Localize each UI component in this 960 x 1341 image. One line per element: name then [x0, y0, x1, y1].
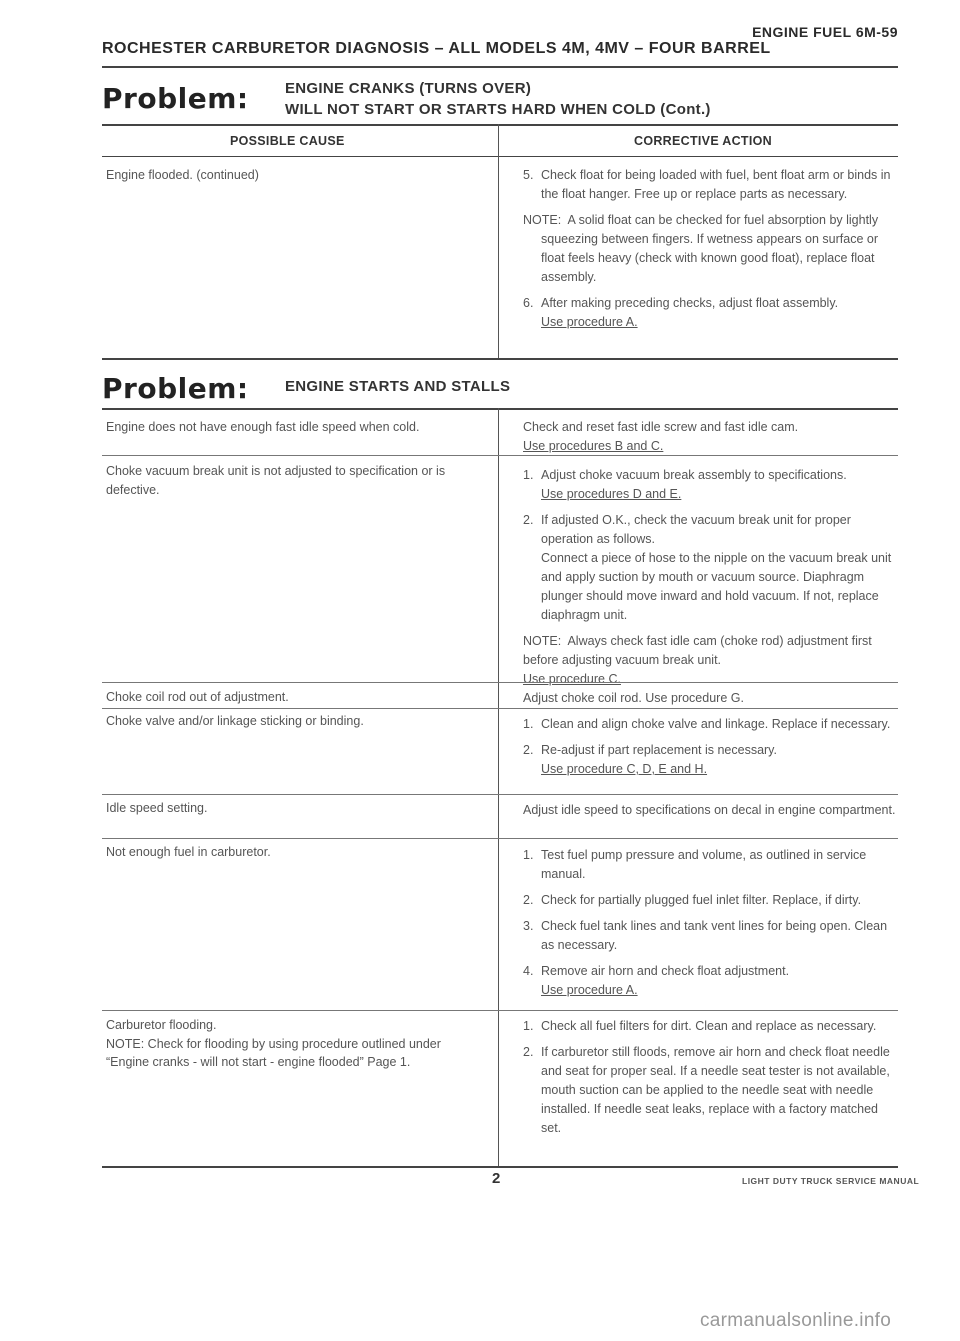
- cause-carburetor-flooding: [106, 1016, 486, 1072]
- action-not-enough-fuel: [523, 846, 901, 1007]
- cause-fast-idle: Engine does not have enough fast idle speed when cold.: [106, 420, 420, 434]
- action-idle-speed: Adjust idle speed to specifications on decal in engine compartment.: [523, 803, 896, 817]
- header-rule: [102, 66, 898, 68]
- cause-choke-coil: Choke coil rod out of adjustment.: [106, 690, 289, 704]
- action-fast-idle: Check and reset fast idle screw and fast idle cam. Use procedures B and C.: [523, 420, 799, 453]
- row-divider: [102, 1010, 898, 1011]
- action-vacuum-break: [523, 466, 901, 689]
- action-item: 3. Check fuel tank lines and tank vent lines for being open. Clean as necessary.: [523, 919, 888, 952]
- action-item: 2. If adjusted O.K., check the vacuum break unit for proper operation as follows.: [523, 513, 851, 546]
- cause-not-enough-fuel: Not enough fuel in carburetor.: [106, 845, 271, 859]
- cause-vacuum-break: Choke vacuum break unit is not adjusted to specification or is defective.: [106, 464, 446, 497]
- action-block-1: [523, 166, 901, 339]
- manual-name: LIGHT DUTY TRUCK SERVICE MANUAL: [742, 1176, 920, 1186]
- page-title: ROCHESTER CARBURETOR DIAGNOSIS – ALL MODELS 4M, 4MV – FOUR BARREL: [102, 40, 771, 57]
- action-item: 1. Adjust choke vacuum break assembly to specifications. Use procedures D and E.: [523, 468, 847, 501]
- row-divider: [102, 455, 898, 456]
- action-item: 1. Check all fuel filters for dirt. Clean and replace as necessary.: [523, 1019, 877, 1033]
- cause-flooding-note: NOTE: Check for flooding by using procedure outlined under “Engine cranks - will not start - engine flooded” Page 1.: [106, 1036, 441, 1069]
- cause-engine-flooded: Engine flooded. (continued): [106, 168, 259, 182]
- cause-choke-valve: Choke valve and/or linkage sticking or binding.: [106, 714, 364, 728]
- row-divider: [102, 708, 898, 709]
- action-item: 6. After making preceding checks, adjust float assembly. Use procedure A.: [523, 296, 839, 329]
- column-header-action: CORRECTIVE ACTION: [634, 134, 772, 148]
- column-divider-2: [498, 408, 499, 1166]
- action-choke-coil: Adjust choke coil rod. Use procedure G.: [523, 691, 744, 705]
- problem-title-1-line1: ENGINE CRANKS (TURNS OVER): [285, 80, 532, 97]
- problem-label-2: Problem:: [102, 372, 249, 405]
- action-item: 1. Test fuel pump pressure and volume, as outlined in service manual.: [523, 848, 867, 881]
- problem-2-rule: [102, 408, 898, 410]
- section-header: ENGINE FUEL 6M-59: [752, 24, 898, 40]
- problem-1-rule: [102, 124, 898, 126]
- cause-idle-speed: Idle speed setting.: [106, 801, 208, 815]
- column-header-cause: POSSIBLE CAUSE: [230, 134, 345, 148]
- row-divider: [102, 794, 898, 795]
- row-divider: [102, 838, 898, 839]
- table-bottom-rule: [102, 1166, 898, 1168]
- problem-title-2: ENGINE STARTS AND STALLS: [285, 378, 511, 395]
- problem-label-1: Problem:: [102, 82, 249, 115]
- action-carburetor-flooding: [523, 1017, 901, 1145]
- column-header-rule: [102, 156, 898, 157]
- problem-1-bottom-rule: [102, 358, 898, 360]
- action-item: 5. Check float for being loaded with fuel, bent float arm or binds in the float hanger. Free up or replace parts as necessary.: [523, 168, 891, 201]
- row-divider: [102, 682, 898, 683]
- watermark: carmanualsonline.info: [700, 1310, 892, 1331]
- action-item: 4. Remove air horn and check float adjustment. Use procedure A.: [523, 964, 790, 997]
- action-item: 2. Check for partially plugged fuel inlet filter. Replace, if dirty.: [523, 893, 862, 907]
- action-item: 2. If carburetor still floods, remove air horn and check float needle and seat for proper seal. If a needle seat tester is not available, mouth suction can be applied to the needle seat with needle installed. If needle seat leaks, replace with a factory matched set.: [523, 1045, 890, 1135]
- page-number: 2: [492, 1170, 501, 1187]
- column-divider-1: [498, 124, 499, 358]
- problem-title-1-line2: WILL NOT START OR STARTS HARD WHEN COLD (Cont.): [285, 101, 711, 118]
- action-note: NOTE: Always check fast idle cam (choke rod) adjustment first before adjusting vacuum break unit. Use procedure C.: [523, 634, 872, 686]
- action-choke-valve: [523, 715, 901, 786]
- cause-flooding-title: Carburetor flooding.: [106, 1018, 217, 1032]
- action-item: 1. Clean and align choke valve and linkage. Replace if necessary.: [523, 717, 891, 731]
- problem-title-1: [285, 78, 711, 120]
- action-item: 2. Re-adjust if part replacement is necessary. Use procedure C, D, E and H.: [523, 743, 777, 776]
- action-item-detail: Connect a piece of hose to the nipple on the vacuum break unit and apply suction by mouth or vacuum source. Diaphragm plunger should move inward and hold vacuum. If not, replace diaphragm unit.: [541, 551, 892, 622]
- action-note: NOTE: A solid float can be checked for fuel absorption by lightly squeezing between fingers. If wetness appears on surface or float feels heavy (check with known good float), replace float assembly.: [523, 213, 879, 284]
